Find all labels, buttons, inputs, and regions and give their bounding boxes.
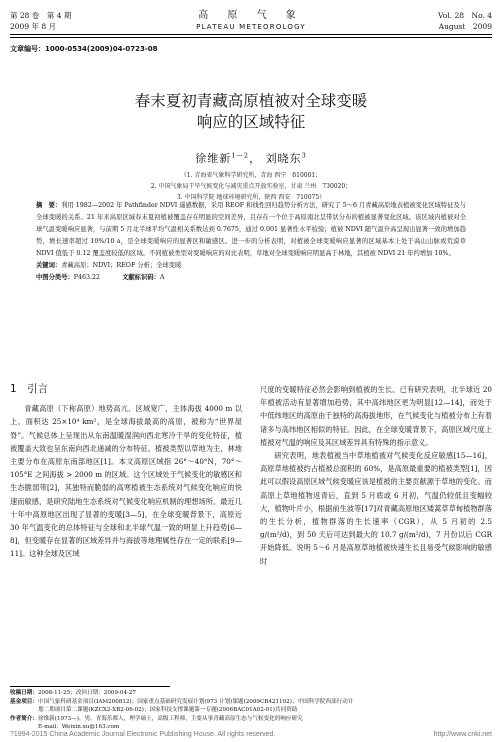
header-right [438,10,492,32]
received-label: 收稿日期： [10,690,38,696]
header-rule [10,34,492,35]
clc-label: 中图分类号： [36,274,74,281]
author-1-affil: 1—2 [231,151,250,160]
abstract-label: 摘 要： [36,202,62,209]
author-email: E-mail：Weixin.xu@163.com [38,724,120,730]
affiliation-3: 3. 中国科学院 地球环境研究所，陕西 西安 710075） [176,194,326,201]
keywords-text: 青藏高原；NDVI；REOF 分析；全球变暖 [61,262,182,269]
author-separator: ， [249,152,262,165]
paper-title [0,91,502,133]
doc-code-value: A [159,274,165,281]
volume-cn: 第 28 卷 第 4 期 [10,11,72,20]
journal-header [10,10,492,44]
volume-en: Vol. 28 No. 4 [438,11,492,20]
cnki-footer [10,731,492,738]
author-bio-label: 作者简介： [10,715,38,722]
abstract [36,200,466,260]
received-text: 2008-11-25；改回日期：2009-04-27 [37,690,137,696]
journal-name-cn: 高 原 气 象 [198,10,304,21]
cnki-copyright: ?1994-2015 China Academic Journal Electronic Publishing House. All rights reserved. [10,731,276,738]
header-rule-thin [10,37,492,38]
date-en: August 2009 [438,22,492,31]
author-list [0,150,502,166]
footnote-rule [10,686,170,687]
author-2-affil: 3 [301,151,307,160]
fund-text-1: 中国气象科研基金项目(IAM200812)；国家重点基础研究发展计划(973 计划)课题(2009CB421102)；中国科学院西部行动计 [37,698,354,705]
title-line-1: 春末夏初青藏高原植被对全球变暖 [134,92,368,110]
footnote-author [10,715,492,724]
footnotes [10,689,492,732]
article-number: 文章编号：1000-0534(2009)04-0723-08 [10,45,158,53]
affiliations [60,170,442,203]
date-cn: 2009 年 8 月 [10,22,57,31]
keywords-label: 关键词： [36,262,62,269]
author-2: 刘晓东 [265,152,302,165]
footnote-fund-cont: 划二期项目第二课题(KZCX2-XB2-06-02)；国家科技支撑课题第一专题(2006BAC01A02-01)共同资助 [38,707,298,713]
intro-paragraph-1: 青藏高原（下称高原）地势高亢、区域宽广，主体海拔 4000 m 以上，面积达 25×10⁴ km²，是全球海拔最高的高原，被称为“世界屋脊”。气候总体上呈现出从东南温暖湿润向西北寒冷干旱的变化特征，植被覆盖大致也呈东南向西北递减的分布特征。植被类型以草地为主，林地主要分布在高原东南部地区[1]。本文高原区域指 26°～40°N，70°～105°E 之间海拔 > 2000 m 的区域。这个区域处于气候变化的敏感区和生态脆弱带[2]，其独特而脆弱的高寒植被生态系统对气候变化响应的快速而敏感，是研究陆地生态系统对气候变化响应机制的理想场所。最近几十年中高原地区出现了显著的变暖[3—5]，在全球变暖背景下，高原近 30 年气温变化的总体特征与全球和北半球气温一致的明显上升趋势[6—8]，但变暖存在显著的区域差异并与海拔等地理属性存在一定的联系[9—11]。这种全球及区域 [10,404,242,559]
fund-label: 基金项目： [10,698,38,705]
header-center [10,10,492,33]
intro-paragraph-1-cont: 尺度的变暖特征必然会影响到植被的生长。已有研究表明，北半球近 20 年植被活动有显著增加趋势，其中高纬地区更为明显[12—14]，而处于中低纬地区的高原由于独特的高海拔地形，在气候变化与植被分布上有着诸多与高纬地区相似的特征。因此，在全球变暖背景下，高原区域尺度上植被对气温的响应及其区域差异具有特殊的指示意义。 [260,385,492,447]
body-column-left [10,383,242,561]
cnki-link[interactable]: http://www.cnki.net [433,731,492,738]
keywords [36,260,466,272]
abstract-block [36,200,466,284]
classification [36,272,466,284]
footnote-fund [10,698,492,707]
author-1: 徐维新 [195,152,232,165]
affiliation-1: （1. 青海省气象科学研究所，青海 西宁 810001； [180,172,322,179]
author-bio-text: 徐维新(1973—)，男，青海乐都人，理学硕士，高级工程师，主要从事青藏高原生态与气候变化的响应研究 [37,715,303,722]
body-column-right [260,383,492,568]
journal-name-en: PLATEAU METEOROLOGY [196,23,306,31]
footnote-received [10,689,492,698]
abstract-text: 利用 1982—2002 年 Pathfinder NDVI 遥感数据，采用 REOF 和线性回归趋势分析方法，研究了 5～6 月青藏高原地表植被变化区域特征及与全球变暖的关系。21 年来高原区域春末夏初植被覆盖存在明显的空间差异，且存在一个位于高原南北呈带状分布的植被显著变化区域。该区域内植被对全球气温变暖响应显著，与前期 5 月北半球平均气温相关系数达到 0.7675，通过 0.001 显著性水平检验；植被 NDVI 随气温升高呈现出显著一致的增加趋势，增长速率超过 10%/10 a，是全球变暖响应的显著区和敏感区。进一步的分析表明，对植被全球变暖响应显著的区域基本上处于高山山脉或荒漠草NDVI 值低于 0.12 覆盖度较低的区域。不同植被类型对变暖响应的对比表明，草地对全球变暖响应明显高于林地，其植被 NDVI 21 年约增加 10%。 [36,202,466,257]
section-heading: 1 引言 [10,383,49,395]
title-line-2: 响应的区域特征 [196,113,306,131]
intro-paragraph-2: 研究表明，地表植被当中草地植被对气候变化反应敏感[15—16]，高原草地植被约占植被总面积的 60%，是高原最重要的植被类型[1]，因此可以假设高原区域气候变暖应该是植被的主要贡献源于草地的变化。而高原上草地植物返青后，直到 5 月底或 6 月初，气温仍较低且变幅较大，植物叶片小，根据前生波等[17]对青藏高原地区矮蒿草草甸植物群落的生长分析，植物群落的生长速率（CGR），从 5 月初的 2.5 g/(m²/d)，到 50 天后可达到最大的 10.7 g/(m²/d)，7 月份以后 CGR 开始降低。说明 5～6 月是高原草地植被快速生长且易受气候影响的敏感时 [260,451,492,566]
affiliation-2: 2. 中国气象局干旱气候变化与减灾重点开放实验室，甘肃 兰州 730020； [150,183,352,190]
doc-code-label: 文献标识码： [122,274,160,281]
clc-value: P463.22 [73,274,101,281]
